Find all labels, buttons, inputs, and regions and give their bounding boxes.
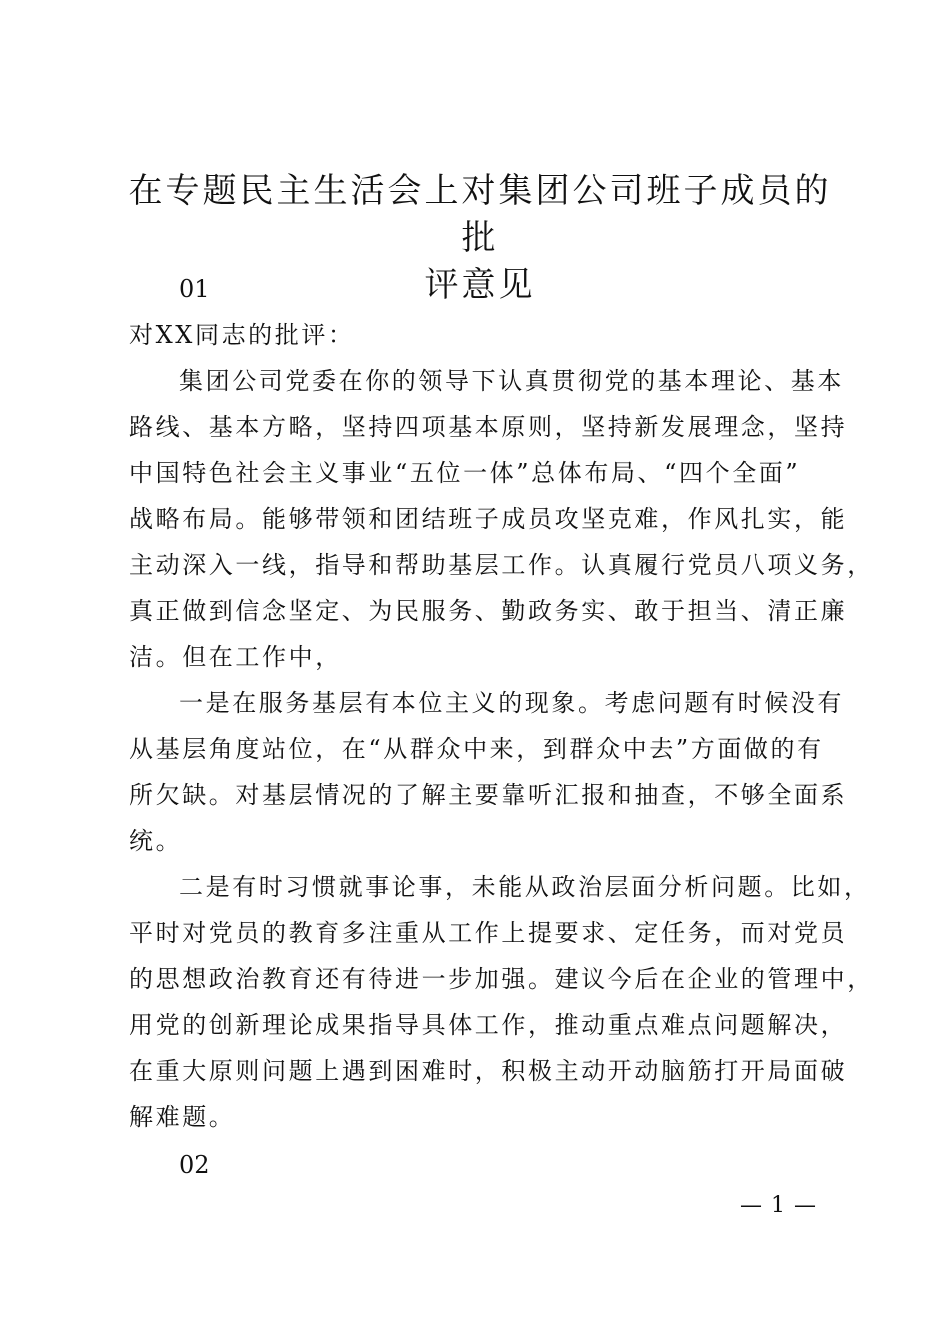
paragraph-line: 二是有时习惯就事论事，未能从政治层面分析问题。比如， [179, 873, 871, 901]
paragraph-line: 解难题。 [129, 1103, 236, 1131]
page-number: — 1 — [740, 1193, 817, 1218]
section-number-02: 02 [179, 1151, 210, 1179]
paragraph-line: 一是在服务基层有本位主义的现象。考虑问题有时候没有 [179, 689, 844, 717]
paragraph-line: 路线、基本方略，坚持四项基本原则，坚持新发展理念，坚持 [129, 413, 848, 441]
paragraph-line: 所欠缺。对基层情况的了解主要靠听汇报和抽查，不够全面系 [129, 781, 848, 809]
paragraph-line: 真正做到信念坚定、为民服务、勤政务实、敢于担当、清正廉 [129, 597, 848, 625]
title-line-2: 评意见 [424, 265, 536, 305]
paragraph-line: 主动深入一线，指导和帮助基层工作。认真履行党员八项义务， [129, 551, 874, 579]
paragraph-line: 中国特色社会主义事业“五位一体”总体布局、“四个全面” [129, 459, 801, 487]
paragraph-line: 从基层角度站位，在“从群众中来，到群众中去”方面做的有 [129, 735, 824, 763]
paragraph-line: 在重大原则问题上遇到困难时，积极主动开动脑筋打开局面破 [129, 1057, 848, 1085]
paragraph-line: 用党的创新理论成果指导具体工作，推动重点难点问题解决， [129, 1011, 848, 1039]
section-number-01: 01 [179, 275, 210, 303]
section-heading: 对XX同志的批评： [129, 321, 355, 349]
paragraph-line: 的思想政治教育还有待进一步加强。建议今后在企业的管理中， [129, 965, 874, 993]
paragraph-line: 集团公司党委在你的领导下认真贯彻党的基本理论、基本 [179, 367, 844, 395]
title-line-1: 在专题民主生活会上对集团公司班子成员的批 [128, 171, 832, 258]
paragraph-line: 洁。但在工作中， [129, 643, 342, 671]
document-title [120, 168, 840, 309]
paragraph-line: 平时对党员的教育多注重从工作上提要求、定任务，而对党员 [129, 919, 848, 947]
paragraph-line: 战略布局。能够带领和团结班子成员攻坚克难，作风扎实，能 [129, 505, 848, 533]
paragraph-line: 统。 [129, 827, 183, 855]
